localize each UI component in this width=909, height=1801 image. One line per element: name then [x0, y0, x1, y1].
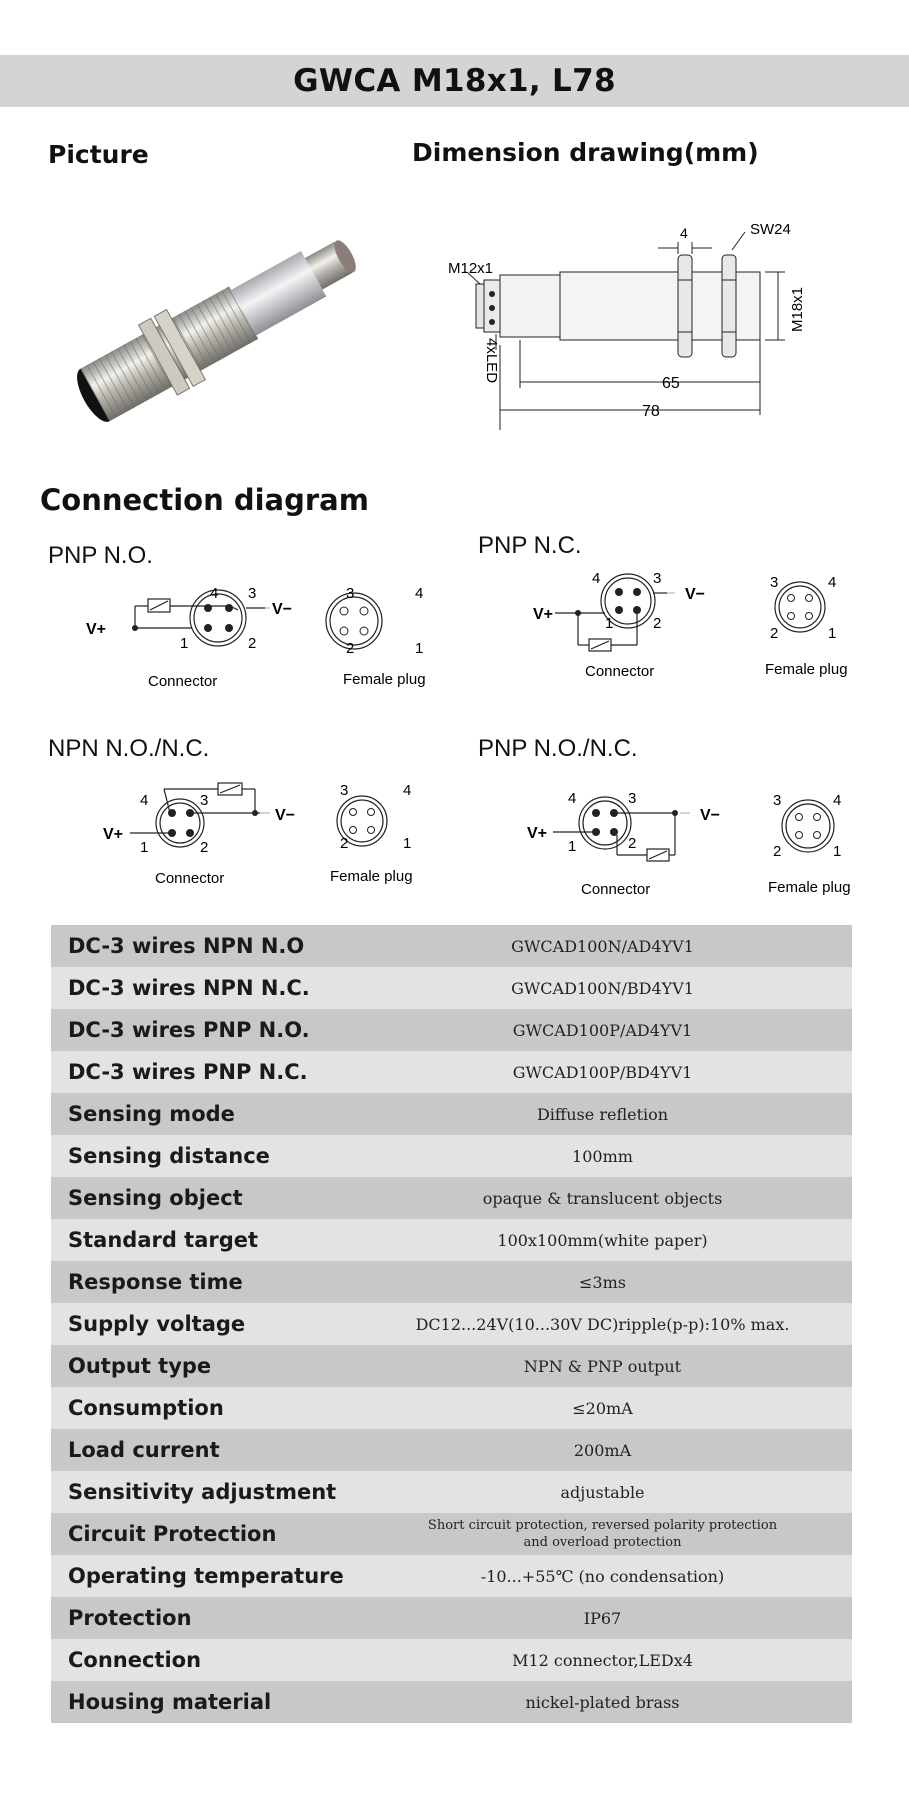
connector-caption: Connector [155, 870, 225, 887]
spec-value [413, 1513, 852, 1555]
spec-value: ≤20mA [413, 1387, 852, 1429]
spec-table [51, 925, 852, 1723]
connector-caption: Connector [148, 673, 218, 690]
wiring-pnp-no [80, 578, 440, 693]
spec-value-line2: and overload protection [523, 1535, 682, 1550]
spec-value: 100mm [413, 1135, 852, 1177]
spec-key: Load current [51, 1429, 413, 1471]
table-row [51, 1135, 852, 1177]
len65-label: 65 [662, 375, 680, 392]
pin-label: 1 [403, 835, 412, 852]
pin-label: 3 [773, 792, 782, 809]
product-photo [55, 195, 405, 455]
diagram-title-pnp-nc: PNP N.C. [478, 532, 582, 559]
pin-label: 2 [770, 625, 779, 642]
pin-label: 3 [200, 792, 209, 809]
plug-caption: Female plug [765, 661, 848, 678]
diagram-title-pnp-no: PNP N.O. [48, 542, 153, 569]
spec-key: Output type [51, 1345, 413, 1387]
vminus-label: V− [272, 601, 293, 618]
sw24-label: SW24 [750, 221, 791, 238]
connection-heading: Connection diagram [40, 483, 369, 517]
spec-value: 200mA [413, 1429, 852, 1471]
pin-label: 1 [568, 838, 577, 855]
table-row [51, 1009, 852, 1051]
spec-key: Connection [51, 1639, 413, 1681]
pin-label: 3 [653, 570, 662, 587]
table-row [51, 1387, 852, 1429]
pin-label: 4 [833, 792, 842, 809]
pin-label: 4 [828, 574, 837, 591]
dimension-drawing [440, 210, 820, 430]
plug-caption: Female plug [768, 879, 851, 896]
spec-value: M12 connector,LEDx4 [413, 1639, 852, 1681]
spec-value: -10...+55℃ (no condensation) [413, 1555, 852, 1597]
m12-label: M12x1 [448, 260, 494, 277]
pin-label: 3 [248, 585, 257, 602]
vminus-label: V− [700, 807, 721, 824]
wiring-npn-no-nc [100, 775, 430, 890]
vminus-label: V− [275, 807, 296, 824]
vplus-label: V+ [527, 825, 548, 842]
table-row [51, 1555, 852, 1597]
spec-key: Consumption [51, 1387, 413, 1429]
pin-label: 4 [210, 585, 219, 602]
spec-value: nickel-plated brass [413, 1681, 852, 1723]
spec-key: Standard target [51, 1219, 413, 1261]
spec-value: GWCAD100N/AD4YV1 [413, 925, 852, 967]
table-row [51, 967, 852, 1009]
table-row [51, 1093, 852, 1135]
vplus-label: V+ [533, 606, 554, 623]
table-row [51, 1177, 852, 1219]
table-row [51, 1639, 852, 1681]
spec-value: opaque & translucent objects [413, 1177, 852, 1219]
pin-label: 1 [833, 843, 842, 860]
diagram-title-pnp-no-nc: PNP N.O./N.C. [478, 735, 638, 762]
pin-label: 2 [340, 835, 349, 852]
pin-label: 1 [828, 625, 837, 642]
connector-caption: Connector [585, 663, 655, 680]
spec-value: IP67 [413, 1597, 852, 1639]
spec-value: GWCAD100P/AD4YV1 [413, 1009, 852, 1051]
spec-value: 100x100mm(white paper) [413, 1219, 852, 1261]
spec-key: DC-3 wires PNP N.C. [51, 1051, 413, 1093]
spec-key: Circuit Protection [51, 1513, 413, 1555]
table-row [51, 1219, 852, 1261]
table-row [51, 1597, 852, 1639]
table-row [51, 1261, 852, 1303]
pin-label: 1 [415, 640, 424, 657]
pin-label: 3 [340, 782, 349, 799]
vminus-label: V− [685, 586, 706, 603]
wiring-pnp-no-nc [525, 780, 855, 900]
pin-label: 3 [770, 574, 779, 591]
plug-caption: Female plug [343, 671, 426, 688]
pin-label: 1 [605, 615, 614, 632]
spec-key: DC-3 wires PNP N.O. [51, 1009, 413, 1051]
len78-label: 78 [642, 403, 660, 420]
table-row [51, 1303, 852, 1345]
pin-label: 1 [180, 635, 189, 652]
spec-key: Sensing object [51, 1177, 413, 1219]
vplus-label: V+ [86, 621, 107, 638]
spec-value: adjustable [413, 1471, 852, 1513]
pin-label: 2 [653, 615, 662, 632]
spec-value: ≤3ms [413, 1261, 852, 1303]
table-row [51, 1051, 852, 1093]
table-row [51, 1513, 852, 1555]
spec-key: Protection [51, 1597, 413, 1639]
pin-label: 4 [568, 790, 577, 807]
spec-value: NPN & PNP output [413, 1345, 852, 1387]
pin-label: 3 [346, 585, 355, 602]
spec-key: Housing material [51, 1681, 413, 1723]
vplus-label: V+ [103, 826, 124, 843]
wiring-pnp-nc [525, 565, 855, 685]
spec-value: GWCAD100P/BD4YV1 [413, 1051, 852, 1093]
pin-label: 4 [592, 570, 601, 587]
pin-label: 2 [773, 843, 782, 860]
spec-value: GWCAD100N/BD4YV1 [413, 967, 852, 1009]
pin-label: 3 [628, 790, 637, 807]
spec-key: Supply voltage [51, 1303, 413, 1345]
m18-label: M18x1 [789, 286, 806, 332]
spec-value: Diffuse refletion [413, 1093, 852, 1135]
pin-label: 4 [140, 792, 149, 809]
spec-key: Sensitivity adjustment [51, 1471, 413, 1513]
table-row [51, 1471, 852, 1513]
spec-key: Response time [51, 1261, 413, 1303]
table-row [51, 1429, 852, 1471]
spec-key: DC-3 wires NPN N.C. [51, 967, 413, 1009]
spec-key: Operating temperature [51, 1555, 413, 1597]
pin-label: 2 [628, 835, 637, 852]
table-row [51, 925, 852, 967]
spec-value: DC12...24V(10...30V DC)ripple(p-p):10% max. [413, 1303, 852, 1345]
nut-width-label: 4 [680, 225, 688, 241]
pin-label: 4 [415, 585, 424, 602]
spec-key: Sensing distance [51, 1135, 413, 1177]
pin-label: 4 [403, 782, 412, 799]
dimension-heading: Dimension drawing(mm) [412, 138, 759, 167]
pin-label: 2 [248, 635, 257, 652]
title-bar [0, 55, 909, 107]
led-label: 4xLED [483, 338, 500, 384]
table-row [51, 1681, 852, 1723]
picture-heading: Picture [48, 140, 149, 169]
page-title: GWCA M18x1, L78 [293, 63, 616, 99]
spec-value-line1: Short circuit protection, reversed polarity protection [427, 1518, 778, 1533]
pin-label: 2 [200, 839, 209, 856]
plug-caption: Female plug [330, 868, 413, 885]
pin-label: 1 [140, 839, 149, 856]
table-row [51, 1345, 852, 1387]
connector-caption: Connector [581, 881, 651, 898]
diagram-title-npn-no-nc: NPN N.O./N.C. [48, 735, 210, 762]
pin-label: 2 [346, 640, 355, 657]
spec-key: DC-3 wires NPN N.O [51, 925, 413, 967]
spec-key: Sensing mode [51, 1093, 413, 1135]
